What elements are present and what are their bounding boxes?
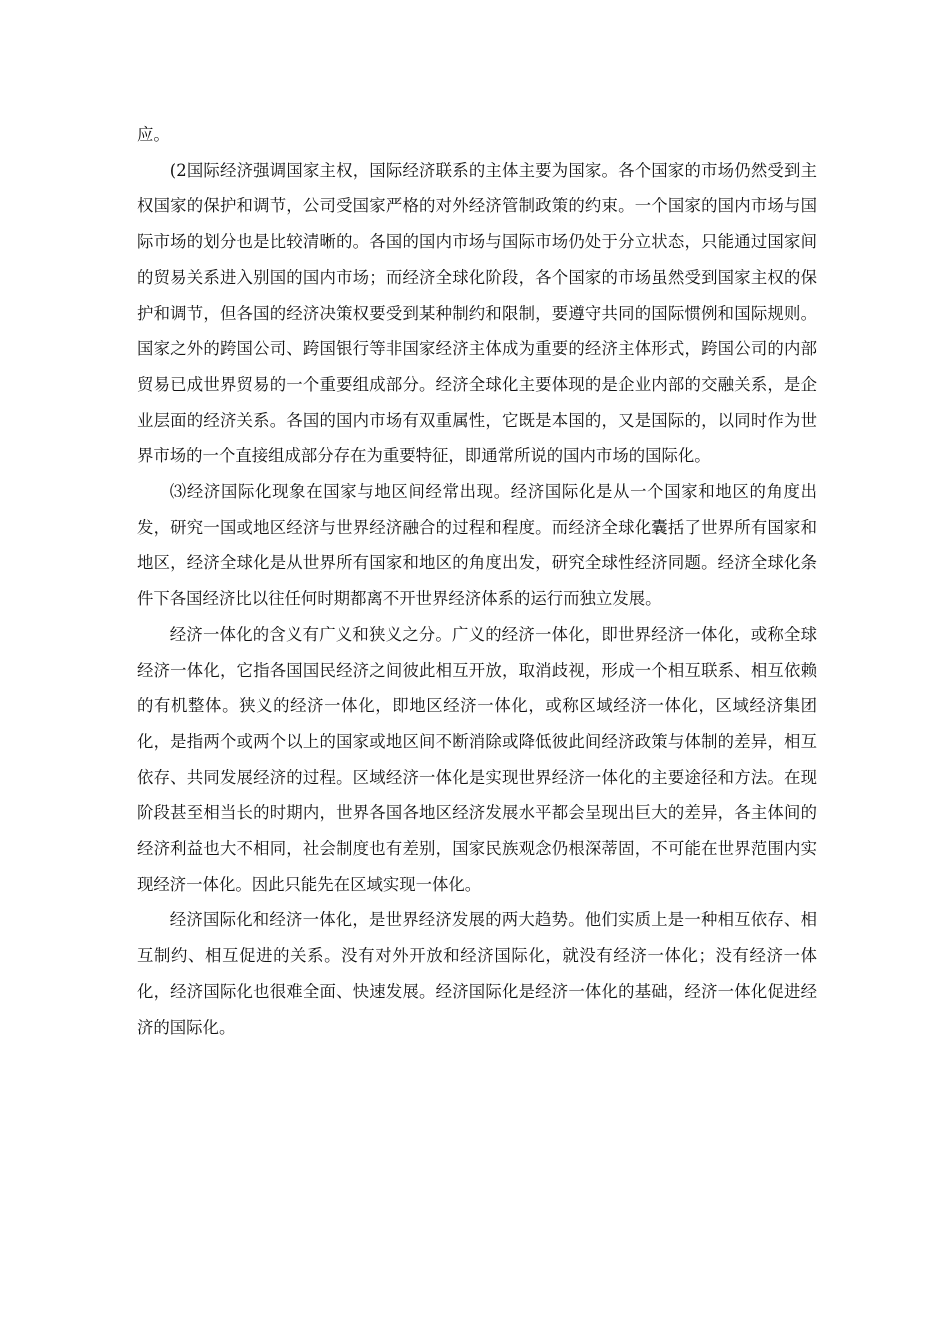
paragraph-conclusion: 经济国际化和经济一体化，是世界经济发展的两大趋势。他们实质上是一种相互依存、相互制约、相互促进的关系。没有对外开放和经济国际化，就没有经济一体化；没有经济一体化，经济国际化也很难全面、快速发展。经济国际化是经济一体化的基础，经济一体化促进经济的国际化。	[137, 910, 817, 1037]
document-body	[137, 117, 817, 1045]
paragraph-point-3: ⑶经济国际化现象在国家与地区间经常出现。经济国际化是从一个国家和地区的角度出发，研究一国或地区经济与世界经济融合的过程和程度。而经济全球化囊括了世界所有国家和地区，经济全球化是从世界所有国家和地区的角度出发，研究全球性经济同题。经济全球化条件下各国经济比以往任何时期都离不开世界经济体系的运行而独立发展。	[137, 482, 817, 609]
paragraph-point-2: (2国际经济强调国家主权，国际经济联系的主体主要为国家。各个国家的市场仍然受到主权国家的保护和调节，公司受国家严格的对外经济管制政策的约束。一个国家的国内市场与国际市场的划分也是比较清晰的。各国的国内市场与国际市场仍处于分立状态，只能通过国家间的贸易关系进入别国的国内市场；而经济全球化阶段，各个国家的市场虽然受到国家主权的保护和调节，但各国的经济决策权要受到某种制约和限制，要遵守共同的国际惯例和国际规则。国家之外的跨国公司、跨国银行等非国家经济主体成为重要的经济主体形式，跨国公司的内部贸易已成世界贸易的一个重要组成部分。经济全球化主要体现的是企业内部的交融关系，是企业层面的经济关系。各国的国内市场有双重属性，它既是本国的，又是国际的，以同时作为世界市场的一个直接组成部分存在为重要特征，即通常所说的国内市场的国际化。	[137, 160, 817, 466]
paragraph-integration-definition: 经济一体化的含义有广义和狭义之分。广义的经济一体化，即世界经济一体化，或称全球经济一体化，它指各国国民经济之间彼此相互开放，取消歧视，形成一个相互联系、相互依赖的有机整体。狭义的经济一体化，即地区经济一体化，或称区域经济一体化，区域经济集团化，是指两个或两个以上的国家或地区间不断消除或降低彼此间经济政策与体制的差异，相互依存、共同发展经济的过程。区域经济一体化是实现世界经济一体化的主要途径和方法。在现阶段甚至相当长的时期内，世界各国各地区经济发展水平都会呈现出巨大的差异，各主体间的经济利益也大不相同，社会制度也有差别，国家民族观念仍根深蒂固，不可能在世界范围内实现经济一体化。因此只能先在区域实现一体化。	[137, 624, 817, 894]
paragraph-continuation: 应。	[137, 125, 170, 144]
